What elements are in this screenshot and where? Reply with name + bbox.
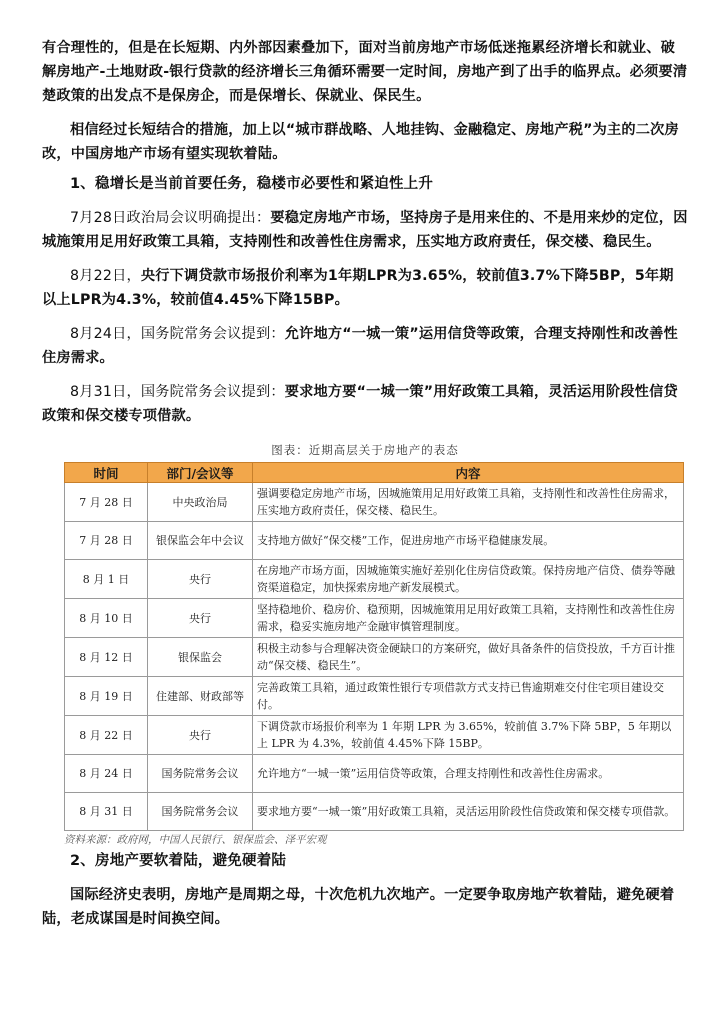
- paragraph-aug22-body: 央行下调贷款市场报价利率为1年期LPR为3.65%，较前值3.7%下降5BP，5年期以上LPR为4.3%，较前值4.45%下降15BP。: [42, 268, 674, 308]
- table-row: [65, 599, 684, 638]
- row-date: 8 月 19 日: [65, 677, 148, 716]
- paragraph-aug22-lead: 8月22日，: [70, 268, 141, 284]
- row-dept: 国务院常务会议: [148, 755, 253, 793]
- row-dept: 央行: [148, 599, 253, 638]
- paragraph-aug24: [42, 322, 688, 370]
- paragraph-aug22: [42, 264, 688, 312]
- row-date: 8 月 24 日: [65, 755, 148, 793]
- table-caption: 图表：近期高层关于房地产的表态: [271, 443, 459, 457]
- document-page: [42, 36, 688, 931]
- table-row: [65, 755, 684, 793]
- row-dept: 央行: [148, 716, 253, 755]
- paragraph-jul28-lead: 7月28日政治局会议明确提出：: [70, 210, 271, 226]
- table-row: [65, 483, 684, 522]
- row-dept: 央行: [148, 560, 253, 599]
- row-date: 8 月 31 日: [65, 793, 148, 831]
- row-date: 7 月 28 日: [65, 522, 148, 560]
- row-content: 强调要稳定房地产市场，因城施策用足用好政策工具箱，支持刚性和改善性住房需求，压实地方政府责任，保交楼、稳民生。: [253, 483, 684, 522]
- paragraph-aug24-lead: 8月24日，国务院常务会议提到：: [70, 326, 285, 342]
- table-row: [65, 560, 684, 599]
- row-date: 8 月 12 日: [65, 638, 148, 677]
- row-dept: 银保监会: [148, 638, 253, 677]
- row-content: 允许地方“一城一策”运用信贷等政策，合理支持刚性和改善性住房需求。: [253, 755, 684, 793]
- row-dept: 银保监会年中会议: [148, 522, 253, 560]
- row-dept: 国务院常务会议: [148, 793, 253, 831]
- table-header-date: 时间: [65, 463, 148, 483]
- row-content: 完善政策工具箱，通过政策性银行专项借款方式支持已售逾期难交付住宅项目建设交付。: [253, 677, 684, 716]
- paragraph-aug24-body: 允许地方“一城一策”运用信贷等政策，合理支持刚性和改善性住房需求。: [42, 326, 678, 366]
- paragraph-aug31: [42, 380, 688, 428]
- row-content: 下调贷款市场报价利率为 1 年期 LPR 为 3.65%，较前值 3.7%下降 5BP，5 年期以上 LPR 为 4.3%，较前值 4.45%下降 15BP。: [253, 716, 684, 755]
- policy-statements-table: [64, 462, 684, 831]
- paragraph-jul28-body: 要稳定房地产市场，坚持房子是用来住的、不是用来炒的定位，因城施策用足用好政策工具箱，支持刚性和改善性住房需求，压实地方政府责任，保交楼、稳民生。: [42, 210, 688, 250]
- final-paragraph: 国际经济史表明，房地产是周期之母，十次危机九次地产。一定要争取房地产软着陆，避免硬着陆，老成谋国是时间换空间。: [42, 887, 675, 927]
- row-content: 要求地方要“一城一策”用好政策工具箱，灵活运用阶段性信贷政策和保交楼专项借款。: [253, 793, 684, 831]
- row-date: 8 月 10 日: [65, 599, 148, 638]
- intro-paragraph: 有合理性的，但是在长短期、内外部因素叠加下，面对当前房地产市场低迷拖累经济增长和就业、破解房地产-土地财政-银行贷款的经济增长三角循环需要一定时间，房地产到了出手的临界点。必须要清楚政策的出发点不是保房企，而是保增长、保就业、保民生。: [42, 40, 688, 104]
- table-row: [65, 638, 684, 677]
- row-date: 7 月 28 日: [65, 483, 148, 522]
- paragraph-aug31-body: 要求地方要“一城一策”用好政策工具箱，灵活运用阶段性信贷政策和保交楼专项借款。: [42, 384, 678, 424]
- row-content: 支持地方做好“保交楼”工作，促进房地产市场平稳健康发展。: [253, 522, 684, 560]
- section-heading-1: 1、稳增长是当前首要任务，稳楼市必要性和紧迫性上升: [70, 176, 434, 192]
- table-header-dept: 部门/会议等: [148, 463, 253, 483]
- table-row: [65, 793, 684, 831]
- table-source-note: 资料来源：政府网，中国人民银行、银保监会、泽平宏观: [64, 834, 327, 846]
- soft-landing-paragraph: 相信经过长短结合的措施，加上以“城市群战略、人地挂钩、金融稳定、房地产税”为主的二次房改，中国房地产市场有望实现软着陆。: [42, 122, 679, 162]
- row-date: 8 月 22 日: [65, 716, 148, 755]
- paragraph-aug31-lead: 8月31日，国务院常务会议提到：: [70, 384, 285, 400]
- row-date: 8 月 1 日: [65, 560, 148, 599]
- row-dept: 住建部、财政部等: [148, 677, 253, 716]
- row-content: 积极主动参与合理解决资金硬缺口的方案研究，做好具备条件的信贷投放，千方百计推动“保交楼、稳民生”。: [253, 638, 684, 677]
- row-content: 在房地产市场方面，因城施策实施好差别化住房信贷政策。保持房地产信贷、债券等融资渠道稳定，加快探索房地产新发展模式。: [253, 560, 684, 599]
- table-row: [65, 677, 684, 716]
- row-content: 坚持稳地价、稳房价、稳预期，因城施策用足用好政策工具箱，支持刚性和改善性住房需求，稳妥实施房地产金融审慎管理制度。: [253, 599, 684, 638]
- paragraph-jul28: [42, 206, 688, 254]
- section-heading-2: 2、房地产要软着陆，避免硬着陆: [70, 853, 287, 869]
- table-row: [65, 716, 684, 755]
- row-dept: 中央政治局: [148, 483, 253, 522]
- table-row: [65, 522, 684, 560]
- table-header-content: 内容: [253, 463, 684, 483]
